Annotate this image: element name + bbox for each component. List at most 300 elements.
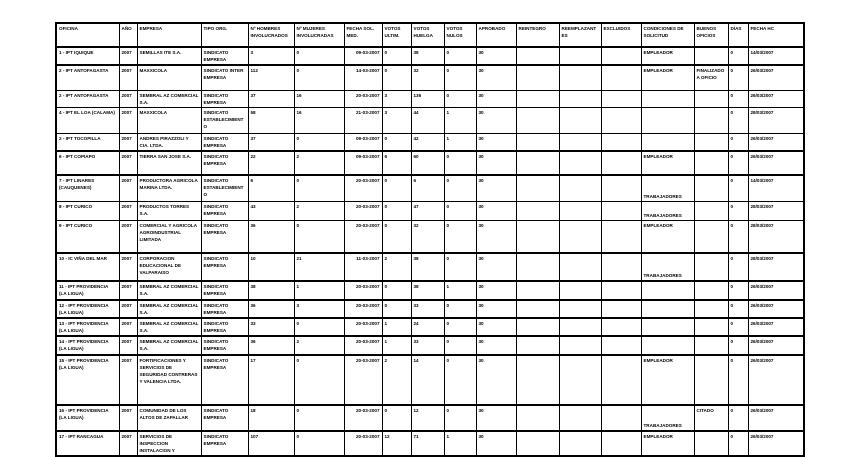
table-cell: 6 - IPT COPIAPO	[56, 151, 119, 175]
table-cell	[601, 300, 641, 318]
table-cell: 0	[728, 405, 748, 431]
table-cell	[601, 90, 641, 107]
table-cell	[559, 300, 601, 318]
table-row	[56, 65, 804, 90]
table-row	[56, 220, 804, 253]
table-cell: 3	[382, 90, 411, 107]
table-cell: 26/03/2007	[748, 336, 804, 355]
table-cell: 14/03/2007	[748, 47, 804, 65]
table-cell: 0	[728, 47, 748, 65]
table-cell	[516, 281, 559, 300]
table-row	[56, 253, 804, 281]
table-cell	[516, 405, 559, 431]
table-cell	[516, 151, 559, 175]
table-cell: 15 - IPT PROVIDENCIA (LA LIGUA)	[56, 355, 119, 405]
table-cell	[694, 220, 728, 253]
table-cell: 0	[444, 201, 476, 220]
table-cell: 1	[444, 133, 476, 151]
table-cell	[559, 355, 601, 405]
table-cell	[601, 220, 641, 253]
table-cell: 14-03-2007	[344, 65, 382, 90]
table-cell	[601, 201, 641, 220]
table-cell	[559, 201, 601, 220]
column-header: EXCLUIDOS	[601, 23, 641, 47]
table-cell	[694, 201, 728, 220]
table-cell: 30	[476, 405, 516, 431]
table-row	[56, 431, 804, 456]
table-cell: SINDICATO EMPRESA	[201, 431, 248, 456]
table-cell	[601, 107, 641, 133]
column-header: OFICINA	[56, 23, 119, 47]
table-cell: 26/03/2007	[748, 431, 804, 456]
table-cell: 14	[411, 355, 444, 405]
table-cell: 0	[444, 90, 476, 107]
table-cell: 38	[411, 253, 444, 281]
table-cell: 38	[248, 281, 294, 300]
table-cell	[601, 65, 641, 90]
table-cell: 0	[728, 90, 748, 107]
table-cell: 1	[444, 107, 476, 133]
table-row	[56, 90, 804, 107]
table-cell: 1	[382, 336, 411, 355]
table-cell: TIERRA SAN JOSE S.A.	[137, 151, 201, 175]
table-cell: ANDRES PIRAZZOLI Y CIA. LTDA.	[137, 133, 201, 151]
table-cell	[694, 336, 728, 355]
table-cell	[516, 318, 559, 336]
table-cell: 7 - IPT LINARES (CAUQUENES)	[56, 175, 119, 201]
table-row	[56, 47, 804, 65]
table-cell	[641, 133, 694, 151]
column-header: FECHA HC	[748, 23, 804, 47]
table-cell	[516, 431, 559, 456]
table-cell: 0	[444, 355, 476, 405]
table-cell: SINDICATO EMPRESA	[201, 318, 248, 336]
table-cell: 0	[294, 65, 344, 90]
column-header: REINTEGRO	[516, 23, 559, 47]
table-cell: 0	[444, 405, 476, 431]
table-cell: 47	[411, 201, 444, 220]
table-cell: 21	[294, 253, 344, 281]
table-cell: 71	[411, 431, 444, 456]
table-cell: 44	[411, 107, 444, 133]
table-cell: 0	[728, 355, 748, 405]
table-cell: 30	[476, 300, 516, 318]
column-header: EMPRESA	[137, 23, 201, 47]
table-cell: 2	[294, 201, 344, 220]
table-cell: SINDICATO EMPRESA	[201, 220, 248, 253]
table-cell: 30	[476, 151, 516, 175]
table-cell: 26/03/2007	[748, 65, 804, 90]
table-cell	[601, 281, 641, 300]
table-cell: EMPLEADOR	[641, 220, 694, 253]
table-cell: 11-03-2007	[344, 253, 382, 281]
table-cell: 0	[728, 318, 748, 336]
table-cell: SINDICATO INTER EMPRESA	[201, 65, 248, 90]
table-cell: 36	[248, 336, 294, 355]
table-cell	[601, 431, 641, 456]
table-cell: 0	[728, 220, 748, 253]
table-cell	[559, 336, 601, 355]
table-cell	[559, 151, 601, 175]
table-cell: 30	[476, 318, 516, 336]
table-cell: 12	[411, 405, 444, 431]
table-cell: 26/03/2007	[748, 133, 804, 151]
column-header: TIPO ORG.	[201, 23, 248, 47]
table-cell: 1	[444, 431, 476, 456]
table-cell: 09-03-2007	[344, 47, 382, 65]
table-cell: 13 - IPT PROVIDENCIA (LA LIGUA)	[56, 318, 119, 336]
table-cell: 0	[728, 65, 748, 90]
table-cell: 0	[444, 253, 476, 281]
table-cell: 2007	[119, 107, 137, 133]
table-cell: 33	[248, 318, 294, 336]
table-cell: 2007	[119, 151, 137, 175]
table-cell: 28/03/2007	[748, 107, 804, 133]
table-cell: CORPORACION EDUCACIONAL DE VALPARAISO	[137, 253, 201, 281]
table-cell: 112	[248, 65, 294, 90]
table-cell: 26/03/2007	[748, 300, 804, 318]
table-cell: 20-03-2007	[344, 355, 382, 405]
table-cell	[516, 47, 559, 65]
table-cell: SINDICATO ESTABLECIMIENTO	[201, 175, 248, 201]
table-cell: COMERCIAL Y AGRICOLA AGROINDUSTRIAL LIMITADA	[137, 220, 201, 253]
table-cell: EMPLEADOR	[641, 151, 694, 175]
column-header: VOTOS ULTIM.	[382, 23, 411, 47]
table-cell: SINDICATO EMPRESA	[201, 47, 248, 65]
table-cell: 0	[728, 107, 748, 133]
table-cell: EMPLEADOR	[641, 355, 694, 405]
table-cell: 2007	[119, 47, 137, 65]
table-row	[56, 281, 804, 300]
table-cell: 36	[248, 300, 294, 318]
table-cell	[559, 90, 601, 107]
table-cell: 14/03/2007	[748, 175, 804, 201]
table-cell: 2	[294, 336, 344, 355]
table-cell: 20-03-2007	[344, 336, 382, 355]
table-cell: 0	[294, 355, 344, 405]
table-cell: FORTIFICACIONES Y SERVICIOS DE SEGURIDAD CONTRERAS Y VALENCIA LTDA.	[137, 355, 201, 405]
table-cell	[694, 253, 728, 281]
table-cell: TRABAJADORES	[641, 405, 694, 431]
table-cell: 0	[444, 175, 476, 201]
table-cell: CITADO	[694, 405, 728, 431]
table-cell	[694, 151, 728, 175]
table-cell: 26/03/2007	[748, 90, 804, 107]
column-header: Nº HOMBRES INVOLUCRADOS	[248, 23, 294, 47]
table-cell: 3	[382, 107, 411, 133]
table-cell: 33	[411, 300, 444, 318]
table-cell: EMPLEADOR	[641, 65, 694, 90]
table-cell: 0	[444, 318, 476, 336]
table-cell: 6	[248, 175, 294, 201]
table-cell: 30	[476, 336, 516, 355]
table-cell	[601, 253, 641, 281]
table-cell	[641, 281, 694, 300]
table-cell: SINDICATO ESTABLECIMIENTO	[201, 107, 248, 133]
table-cell: 22	[248, 151, 294, 175]
table-cell: SEMBRAL AZ COMERCIAL S.A.	[137, 300, 201, 318]
header-row	[56, 23, 804, 47]
table-row	[56, 133, 804, 151]
table-cell: 0	[382, 220, 411, 253]
table-cell: 20-03-2007	[344, 220, 382, 253]
column-header: Nº MUJERES INVOLUCRADAS	[294, 23, 344, 47]
table-cell: 0	[728, 133, 748, 151]
table-cell: 2007	[119, 336, 137, 355]
table-cell: 2007	[119, 220, 137, 253]
table-cell	[559, 133, 601, 151]
table-cell: 20-03-2007	[344, 431, 382, 456]
table-cell: 107	[248, 431, 294, 456]
table-cell: 0	[728, 431, 748, 456]
table-cell: SEMBRAL AZ COMERCIAL S.A.	[137, 336, 201, 355]
column-header: FECHA SOL. MED.	[344, 23, 382, 47]
table-cell: 1	[294, 281, 344, 300]
table-cell	[694, 318, 728, 336]
table-cell: 0	[294, 47, 344, 65]
table-cell: 30	[476, 175, 516, 201]
table-cell: 16	[294, 90, 344, 107]
table-cell	[694, 281, 728, 300]
table-cell	[601, 175, 641, 201]
table-cell: 30	[476, 355, 516, 405]
table-cell: 8 - IPT CURICO	[56, 201, 119, 220]
table-cell: 30	[476, 107, 516, 133]
table-cell	[641, 318, 694, 336]
table-cell: 3	[248, 47, 294, 65]
table-cell: 2 - IPT TOCOPILLA	[56, 133, 119, 151]
table-cell: SINDICATO EMPRESA	[201, 336, 248, 355]
table-cell: 0	[444, 336, 476, 355]
table-cell: 30	[476, 90, 516, 107]
table-cell: 0	[382, 405, 411, 431]
table-cell: 0	[382, 47, 411, 65]
table-cell: 2	[382, 253, 411, 281]
table-cell: 10 - IC VIÑA DEL MAR	[56, 253, 119, 281]
table-cell: 2007	[119, 133, 137, 151]
table-cell	[516, 300, 559, 318]
table-cell: 4 - IPT EL LOA (CALAMA)	[56, 107, 119, 133]
table-cell: 36	[248, 220, 294, 253]
table-row	[56, 151, 804, 175]
table-cell: 6	[411, 175, 444, 201]
table-cell: COMUNIDAD DE LOS ALTOS DE ZAPALLAR	[137, 405, 201, 431]
table-cell: 30	[476, 47, 516, 65]
table-cell	[516, 90, 559, 107]
table-cell: 2 - IPT ANTOFAGASTA	[56, 65, 119, 90]
column-header: DÍAS	[728, 23, 748, 47]
table-cell: SINDICATO EMPRESA	[201, 201, 248, 220]
table-cell	[641, 107, 694, 133]
table-cell	[694, 431, 728, 456]
table-cell: 0	[444, 151, 476, 175]
table-cell: 30	[476, 253, 516, 281]
table-cell	[601, 47, 641, 65]
table-cell: 0	[444, 65, 476, 90]
table-cell: 28/03/2007	[748, 201, 804, 220]
table-cell	[694, 133, 728, 151]
table-cell	[559, 253, 601, 281]
table-cell: 16 - IPT PROVIDENCIA (LA LIGUA)	[56, 405, 119, 431]
table-cell: 2007	[119, 175, 137, 201]
column-header: BUENOS OFICIOS	[694, 23, 728, 47]
table-cell: 30	[476, 133, 516, 151]
table-cell	[694, 90, 728, 107]
table-cell: 2007	[119, 201, 137, 220]
table-cell: 21-03-2007	[344, 107, 382, 133]
table-cell: 1	[382, 318, 411, 336]
table-cell: 26/03/2007	[748, 355, 804, 405]
table-cell: 0	[728, 201, 748, 220]
table-cell: 09-03-2007	[344, 133, 382, 151]
table-cell: 2	[294, 151, 344, 175]
table-cell: SINDICATO EMPRESA	[201, 281, 248, 300]
table-row	[56, 201, 804, 220]
table-cell: 17	[248, 355, 294, 405]
table-cell: 2007	[119, 300, 137, 318]
table-cell: 0	[382, 300, 411, 318]
table-cell: 0	[728, 336, 748, 355]
table-cell: SINDICATO EMPRESA	[201, 151, 248, 175]
table-row	[56, 336, 804, 355]
strikes-table	[55, 22, 805, 457]
table-cell	[559, 318, 601, 336]
table-cell: SINDICATO EMPRESA	[201, 253, 248, 281]
table-cell: 6	[382, 151, 411, 175]
table-cell: MAXXICOLA	[137, 65, 201, 90]
table-cell	[559, 107, 601, 133]
column-header: VOTOS HUELGA	[411, 23, 444, 47]
table-cell: 20-03-2007	[344, 405, 382, 431]
table-cell: 30	[476, 281, 516, 300]
table-cell	[641, 90, 694, 107]
table-cell	[516, 220, 559, 253]
table-cell: 17 - IPT RANCAGUA	[56, 431, 119, 456]
table-cell: 43	[248, 201, 294, 220]
table-cell: 38	[411, 47, 444, 65]
table-cell	[559, 47, 601, 65]
table-cell: 60	[411, 151, 444, 175]
table-row	[56, 318, 804, 336]
table-cell: 0	[728, 253, 748, 281]
table-cell: EMPLEADOR	[641, 431, 694, 456]
table-cell: 30	[476, 431, 516, 456]
table-cell: 0	[382, 133, 411, 151]
table-cell: 0	[294, 133, 344, 151]
table-cell: 2007	[119, 355, 137, 405]
table-row	[56, 175, 804, 201]
table-cell	[516, 336, 559, 355]
table-cell	[559, 281, 601, 300]
table-cell: 26/03/2007	[748, 151, 804, 175]
table-cell: 32	[411, 220, 444, 253]
table-cell: 20-03-2007	[344, 300, 382, 318]
table-cell	[601, 405, 641, 431]
table-row	[56, 107, 804, 133]
table-cell	[601, 336, 641, 355]
table-cell	[516, 201, 559, 220]
table-cell: 0	[294, 318, 344, 336]
table-cell: 20-03-2007	[344, 90, 382, 107]
table-cell	[694, 175, 728, 201]
table-cell: 0	[382, 175, 411, 201]
table-cell: 16	[294, 107, 344, 133]
table-cell: TRABAJADORES	[641, 253, 694, 281]
table-cell	[641, 300, 694, 318]
table-cell: PRODUCTORA AGRICOLA MARINA LTDA.	[137, 175, 201, 201]
table-cell	[516, 133, 559, 151]
table-cell: 2007	[119, 405, 137, 431]
table-cell: 0	[444, 220, 476, 253]
table-cell: 28/03/2007	[748, 253, 804, 281]
table-cell: 0	[728, 300, 748, 318]
table-cell	[559, 65, 601, 90]
table-cell: SINDICATO EMPRESA	[201, 355, 248, 405]
table-cell: 2	[382, 355, 411, 405]
table-cell	[516, 253, 559, 281]
column-header: REEMPLAZANTES	[559, 23, 601, 47]
table-cell: 28/03/2007	[748, 220, 804, 253]
table-cell: SEMBRAL AZ COMERCIAL S.A.	[137, 318, 201, 336]
table-cell	[516, 175, 559, 201]
table-cell: 30	[476, 65, 516, 90]
table-cell	[601, 133, 641, 151]
table-cell: PRODUCTOS TORRES S.A.	[137, 201, 201, 220]
table-cell: 2007	[119, 65, 137, 90]
table-cell: 24	[411, 318, 444, 336]
table-cell: MAXXICOLA	[137, 107, 201, 133]
table-cell	[601, 151, 641, 175]
table-cell: 136	[411, 90, 444, 107]
table-cell: 12	[382, 431, 411, 456]
column-header: APROBADO	[476, 23, 516, 47]
column-header: CONDICIONES DE SOLICITUD	[641, 23, 694, 47]
table-cell: 30	[476, 201, 516, 220]
table-cell: 18	[248, 405, 294, 431]
table-cell: 38	[411, 281, 444, 300]
table-cell: 20-03-2007	[344, 175, 382, 201]
table-cell	[559, 220, 601, 253]
table-cell: 0	[444, 300, 476, 318]
table-cell: 20-03-2007	[344, 281, 382, 300]
table-cell: 26/03/2007	[748, 318, 804, 336]
table-cell: 58	[248, 107, 294, 133]
table-cell: 0	[294, 175, 344, 201]
table-cell: 2 - IPT ANTOFAGASTA	[56, 90, 119, 107]
table-cell: 37	[248, 133, 294, 151]
table-cell: 0	[294, 405, 344, 431]
table-cell	[601, 355, 641, 405]
table-cell	[559, 431, 601, 456]
table-cell	[516, 107, 559, 133]
table-cell: 9 - IPT CURICO	[56, 220, 119, 253]
table-cell: 26/03/2007	[748, 405, 804, 431]
table-cell: TRABAJADORES	[641, 201, 694, 220]
table-row	[56, 355, 804, 405]
table-row	[56, 300, 804, 318]
table-cell: EMPLEADOR	[641, 47, 694, 65]
table-cell	[694, 107, 728, 133]
table-cell: 0	[728, 151, 748, 175]
table-cell	[559, 175, 601, 201]
table-row	[56, 405, 804, 431]
table-cell: 2007	[119, 431, 137, 456]
table-cell: 14 - IPT PROVIDENCIA (LA LIGUA)	[56, 336, 119, 355]
table-cell	[559, 405, 601, 431]
table-cell: 26/03/2007	[748, 281, 804, 300]
table-cell: 2007	[119, 318, 137, 336]
table-cell: 0	[382, 281, 411, 300]
